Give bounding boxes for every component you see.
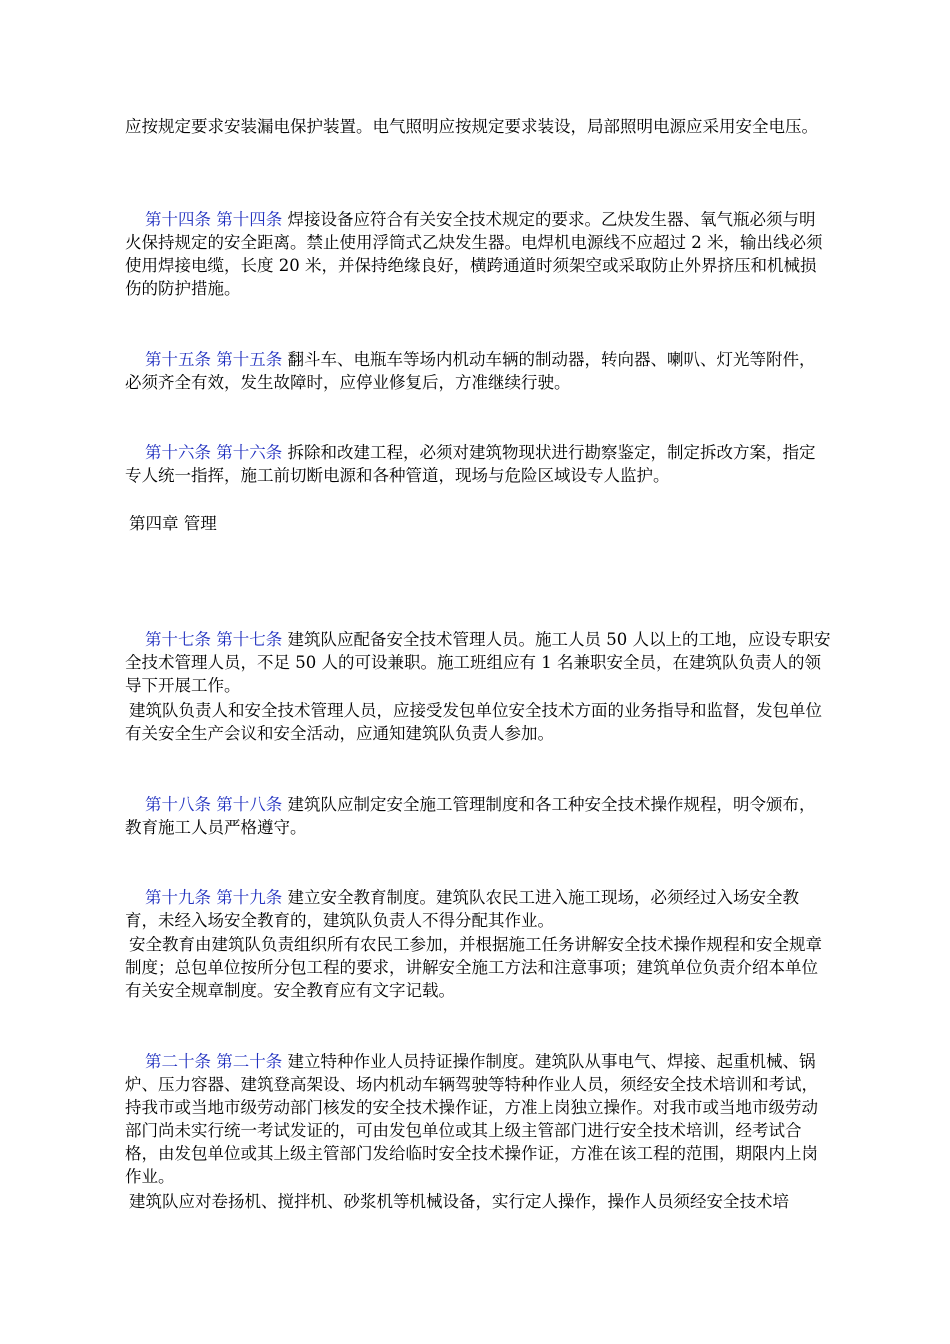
article-19-sub	[125, 933, 831, 1002]
article-20-link-2[interactable]: 第二十条	[216, 1052, 283, 1071]
article-18	[125, 793, 831, 839]
article-16-link-2[interactable]: 第十六条	[216, 443, 283, 462]
article-20-sub	[125, 1190, 831, 1213]
article-14-link-1[interactable]: 第十四条	[145, 210, 211, 229]
article-14-link-2[interactable]: 第十四条	[216, 210, 283, 229]
intro-paragraph	[125, 115, 831, 138]
article-19	[125, 886, 831, 932]
article-18-link-1[interactable]: 第十八条	[145, 795, 211, 814]
intro-text: 应按规定要求安装漏电保护装置。电气照明应按规定要求装设，局部照明电源应采用安全电压。	[125, 117, 818, 136]
article-19-link-2[interactable]: 第十九条	[216, 888, 283, 907]
article-20-sub-text: 建筑队应对卷扬机、搅拌机、砂浆机等机械设备，实行定人操作，操作人员须经安全技术培	[129, 1192, 789, 1211]
article-20-text: 建立特种作业人员持证操作制度。建筑队从事电气、焊接、起重机械、锅炉、压力容器、建筑登高架设、场内机动车辆驾驶等特种作业人员，须经安全技术培训和考试，持我市或当地市级劳动部门核发的安全技术操作证，方准上岗独立操作。对我市或当地市级劳动部门尚未实行统一考试发证的，可由发包单位或其上级主管部门进行安全技术培训，经考试合格，由发包单位或其上级主管部门发给临时安全技术操作证，方准在该工程的范围，期限内上岗作业。	[125, 1052, 818, 1186]
article-15-text: 翻斗车、电瓶车等场内机动车辆的制动器，转向器、喇叭、灯光等附件，必须齐全有效，发生故障时，应停业修复后，方准继续行驶。	[125, 350, 816, 392]
article-19-text: 建立安全教育制度。建筑队农民工进入施工现场，必须经过入场安全教育，未经入场安全教育的，建筑队负责人不得分配其作业。	[125, 888, 799, 930]
article-20-link-1[interactable]: 第二十条	[145, 1052, 211, 1071]
chapter-heading: 第四章 管理	[129, 514, 217, 533]
article-15-link-1[interactable]: 第十五条	[145, 350, 211, 369]
article-15-link-2[interactable]: 第十五条	[216, 350, 283, 369]
article-16-link-1[interactable]: 第十六条	[145, 443, 211, 462]
article-16-text: 拆除和改建工程，必须对建筑物现状进行勘察鉴定，制定拆改方案，指定专人统一指挥，施工前切断电源和各种管道，现场与危险区域设专人监护。	[125, 443, 816, 485]
article-17-text: 建筑队应配备安全技术管理人员。施工人员 50 人以上的工地，应设专职安全技术管理人员，不足 50 人的可设兼职。施工班组应有 1 名兼职安全员，在建筑队负责人的领导下开展工作。	[125, 630, 831, 695]
article-17-sub-text: 建筑队负责人和安全技术管理人员，应接受发包单位安全技术方面的业务指导和监督，发包单位有关安全生产会议和安全活动，应通知建筑队负责人参加。	[125, 701, 822, 743]
article-17-link-1[interactable]: 第十七条	[145, 630, 211, 649]
article-18-text: 建筑队应制定安全施工管理制度和各工种安全技术操作规程，明令颁布，教育施工人员严格遵守。	[125, 795, 816, 837]
article-20	[125, 1050, 831, 1188]
article-19-sub-text: 安全教育由建筑队负责组织所有农民工参加，并根据施工任务讲解安全技术操作规程和安全规章制度；总包单位按所分包工程的要求，讲解安全施工方法和注意事项；建筑单位负责介绍本单位有关安全规章制度。安全教育应有文字记载。	[125, 935, 822, 1000]
article-14-text: 焊接设备应符合有关安全技术规定的要求。乙炔发生器、氧气瓶必须与明火保持规定的安全距离。禁止使用浮筒式乙炔发生器。电焊机电源线不应超过 2 米，输出线必须使用焊接电缆，长度 20 米，并保持绝缘良好，横跨通道时须架空或采取防止外界挤压和机械损伤的防护措施。	[125, 210, 823, 298]
article-17-sub	[125, 699, 831, 745]
article-14	[125, 208, 831, 300]
article-19-link-1[interactable]: 第十九条	[145, 888, 211, 907]
article-17	[125, 628, 831, 697]
article-16	[125, 441, 831, 487]
article-17-link-2[interactable]: 第十七条	[216, 630, 283, 649]
article-15	[125, 348, 831, 394]
article-18-link-2[interactable]: 第十八条	[216, 795, 283, 814]
